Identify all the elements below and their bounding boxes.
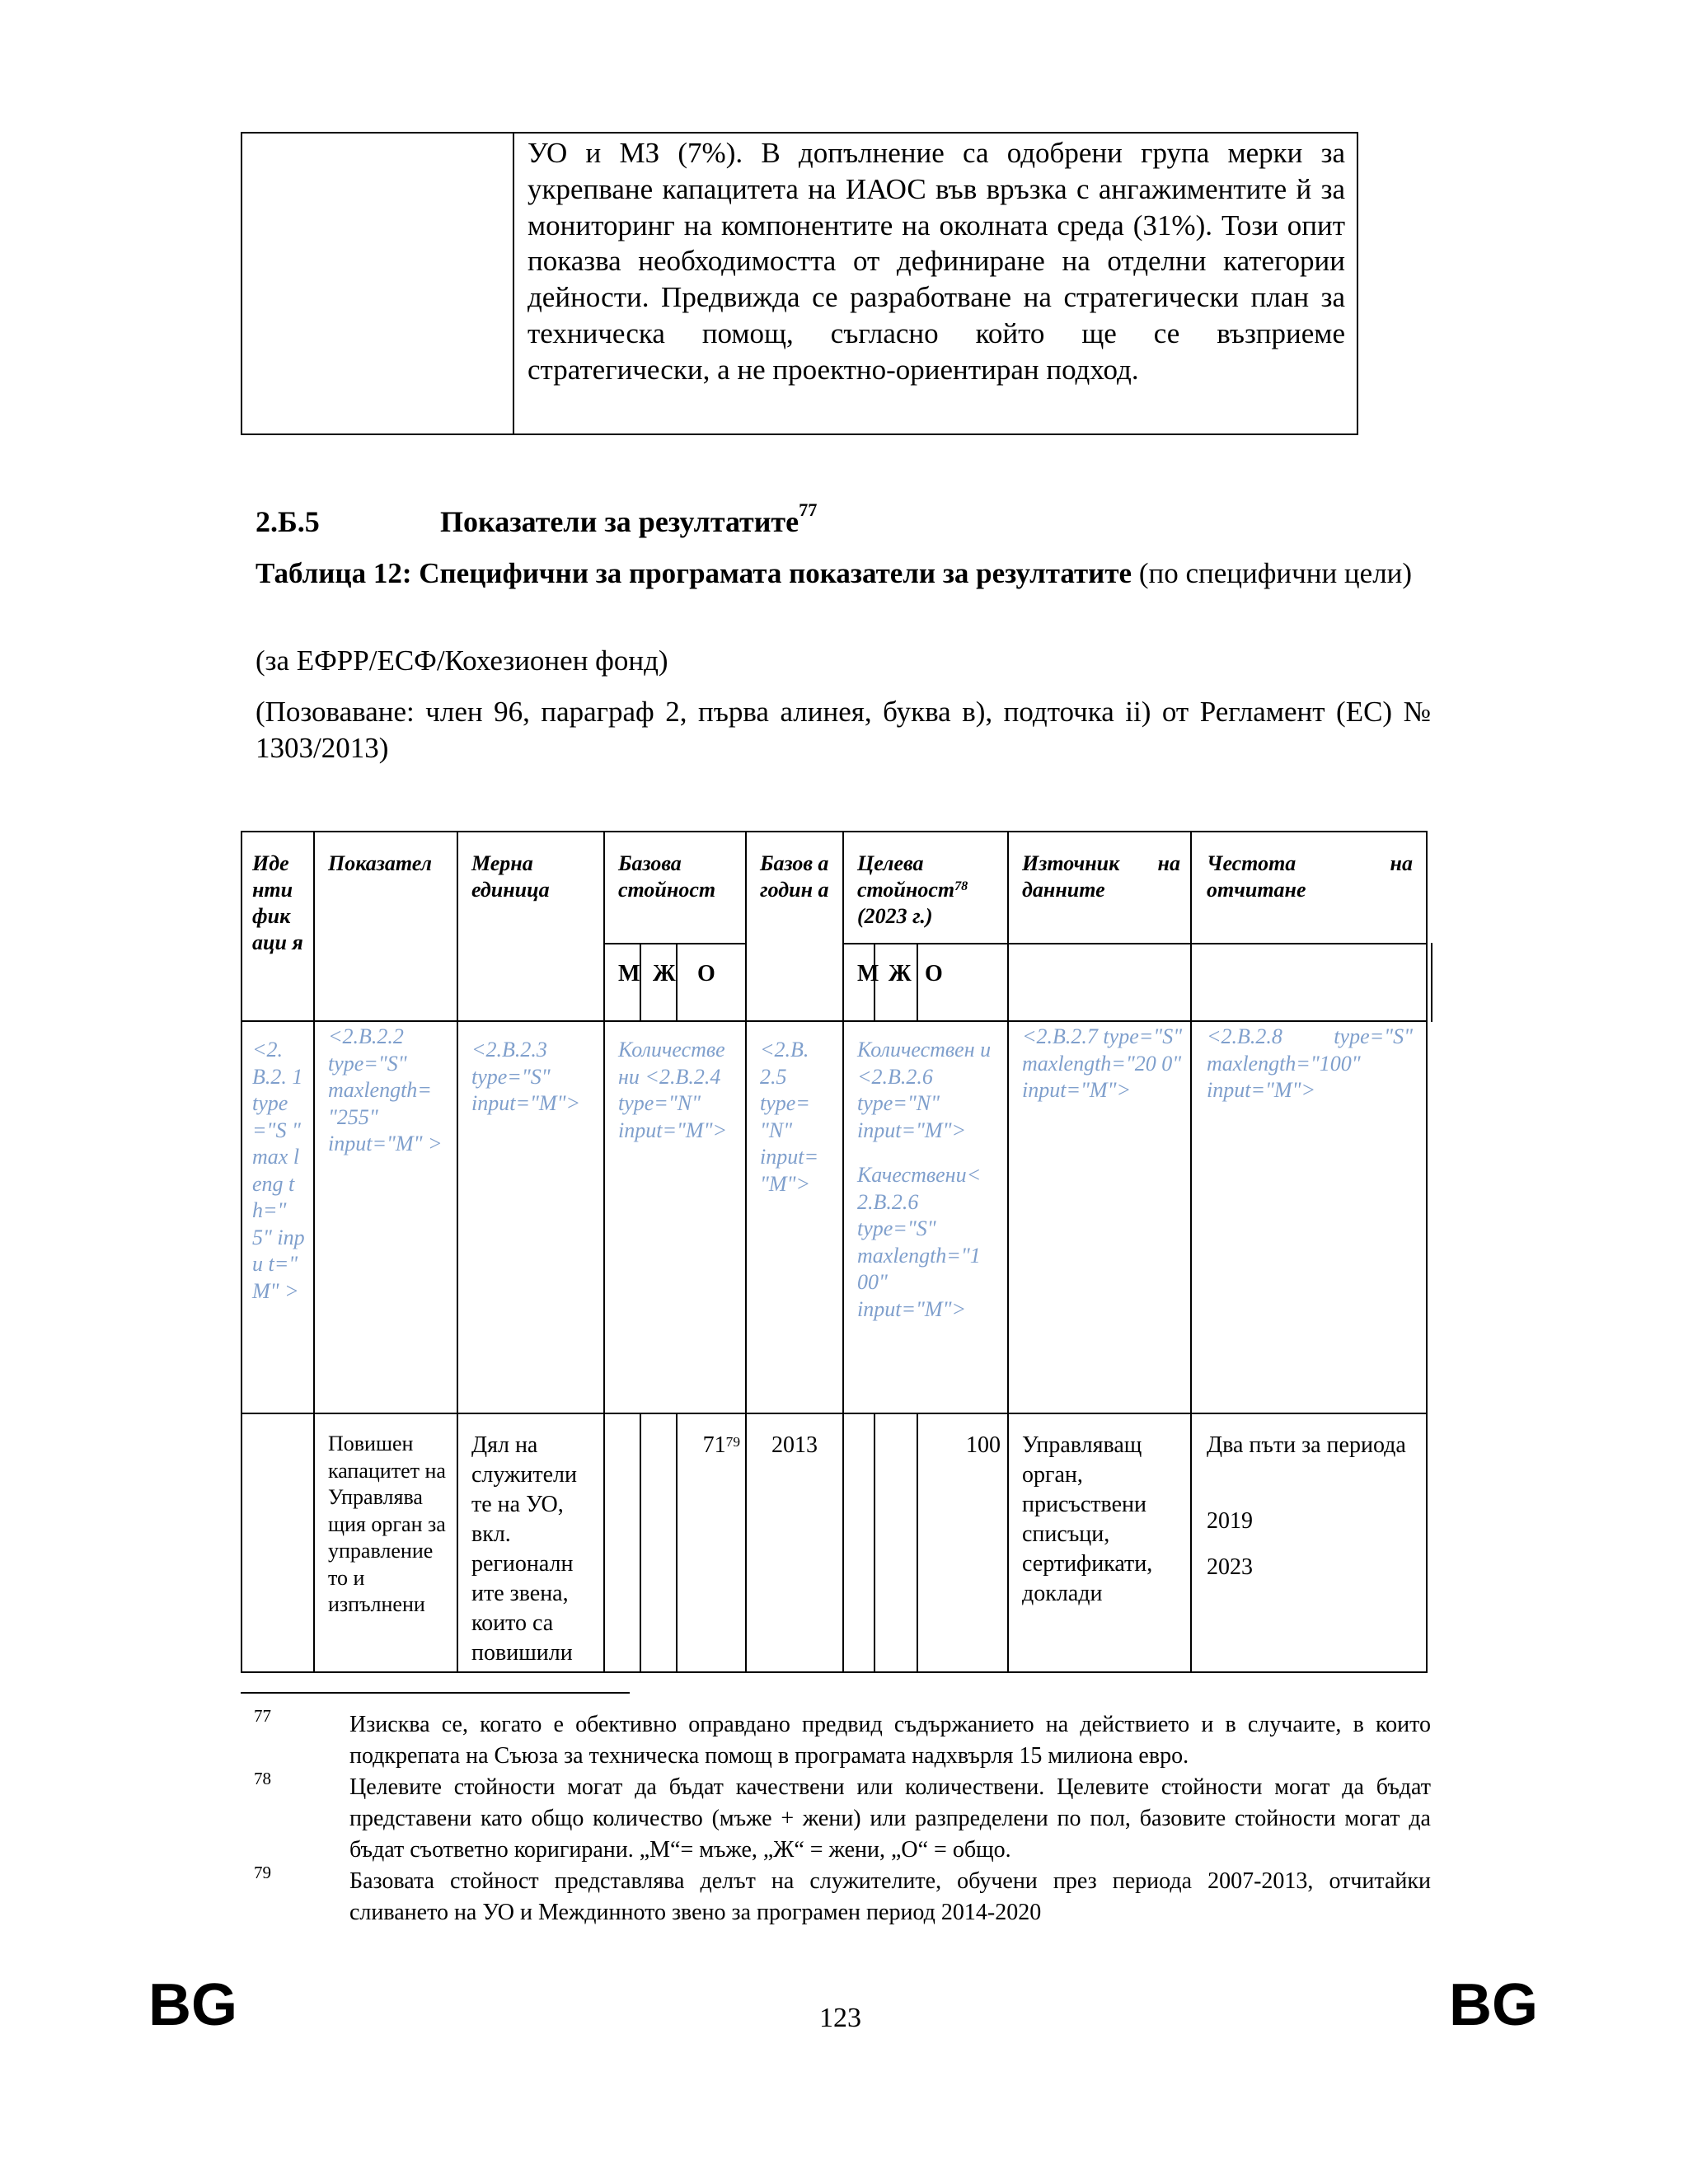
funds-note: (за ЕФРР/ЕСФ/Кохезионен фонд): [256, 644, 668, 677]
continuation-table: [241, 132, 1358, 435]
column-divider: [513, 134, 514, 434]
footnote-separator: [241, 1692, 630, 1694]
footnote-78-number: 78: [254, 1769, 271, 1788]
header-frequency: [1207, 851, 1413, 903]
footnote-79-number: 79: [254, 1863, 271, 1882]
target-zh-header: Ж: [889, 961, 912, 987]
row-source: Управляващ орган, присъствени списъци, сертификати, доклади: [1022, 1432, 1153, 1606]
table-caption: [256, 555, 1431, 592]
placeholder-id: <2. B.2. 1 type ="S " max leng th=" 5" inpu t=" M" >: [252, 1038, 305, 1303]
row-frequency-year-2023: 2023: [1207, 1554, 1253, 1580]
language-mark-left: BG: [148, 1972, 237, 2038]
target-o-header: О: [925, 961, 943, 987]
row-indicator: Повишен капацитет на Управлява щия орган за управление то и изпълнени: [328, 1432, 446, 1616]
footnote-78-text: Целевите стойности могат да бъдат качествени или количествени. Целевите стойности могат да бъдат представени като общо количество (мъже + жени) или разпределени по пол, базовите стойности могат да бъдат съответно коригирани. „М“= мъже, „Ж“ = жени, „О“ = общо.: [349, 1774, 1431, 1863]
header-target: [857, 851, 997, 930]
placeholder-frequency: <2.B.2.8 type="S" maxlength="100" input="M">: [1207, 1024, 1413, 1102]
section-title: [440, 499, 818, 539]
placeholder-target-qualitative: Качествени< 2.B.2.6 type="S" maxlength="1 00" input="M">: [857, 1163, 982, 1321]
footnote-ref-79: 79: [725, 1434, 740, 1450]
row-target-total: 100: [966, 1432, 1001, 1458]
footnote-ref-78: 78: [954, 879, 968, 893]
footnote-77-number: 77: [254, 1706, 271, 1726]
row-baseline-value: 71: [702, 1432, 726, 1458]
row-frequency: Два пъти за периода: [1207, 1432, 1406, 1458]
row-frequency-year-2019: 2019: [1207, 1508, 1253, 1534]
placeholder-unit: <2.B.2.3 type="S" input="M">: [471, 1038, 581, 1115]
baseline-m-header: М: [618, 961, 640, 987]
header-unit: Мерна единица: [471, 851, 550, 902]
table-caption-normal: (по специфични цели): [1132, 557, 1413, 589]
row-base-year: 2013: [771, 1432, 818, 1458]
placeholder-target-quantitative: Количествен и <2.B.2.6 type="N" input="M">: [857, 1038, 992, 1142]
header-target-year: (2023 г.): [857, 904, 933, 928]
footnote-77-text: Изисква се, когато е обективно оправдано предвид съдържанието на действието и в случаите, в които подкрепата на Съюза за техническа помощ в програмата надхвърля 15 милиона евро.: [349, 1712, 1431, 1769]
placeholder-source: <2.B.2.7 type="S" maxlength="20 0" input="M">: [1022, 1024, 1183, 1102]
footnote-79-text: Базовата стойност представлява делът на служителите, обучени през периода 2007-2013, отчитайки сливането на УО и Междинното звено за програмен период 2014-2020: [349, 1868, 1431, 1925]
table-caption-bold: Таблица 12: Специфични за програмата показатели за резултатите: [256, 557, 1132, 589]
section-title-text: Показатели за резултатите: [440, 505, 799, 538]
continuation-text: УО и МЗ (7%). В допълнение са одобрени група мерки за укрепване капацитета на ИАОС във връзка с ангажиментите й за мониторинг на компонентите на околната среда (31%). Този опит показва необходимостта от дефиниране на отделни категории дейности. Предвижда се разработване на стратегически план за техническа помощ, съгласно който ще се възприеме стратегически, а не проектно-ориентиран подход.: [528, 137, 1345, 386]
placeholder-indicator: <2.B.2.2 type="S" maxlength= "255" input="M" >: [328, 1024, 443, 1155]
header-target-text: Целева стойност: [857, 851, 955, 902]
language-mark-right: BG: [1449, 1972, 1538, 2038]
regulation-reference: (Позоваване: член 96, параграф 2, първа алинея, буква в), подточка ii) от Регламент (ЕС) № 1303/2013): [256, 696, 1431, 764]
header-indicator: Показател: [328, 851, 433, 875]
header-frequency-text: Честота на отчитане: [1207, 851, 1413, 902]
header-source: Източник на данните: [1022, 851, 1180, 902]
placeholder-base-year: <2.B. 2.5 type= "N" input= "M">: [760, 1038, 818, 1196]
row-unit: Дял на служители те на УО, вкл. регионалн ите звена, които са повишили: [471, 1432, 577, 1666]
header-base-year: Базов а годин а: [760, 851, 829, 902]
baseline-o-header: О: [697, 961, 715, 987]
section-number: 2.Б.5: [256, 505, 320, 538]
footnote-ref-77: 77: [799, 499, 818, 520]
target-m-header: М: [857, 961, 879, 987]
header-id: Иде нти фик аци я: [252, 851, 303, 954]
baseline-zh-header: Ж: [653, 961, 676, 987]
placeholder-baseline: Количестве ни <2.B.2.4 type="N" input="M">: [618, 1038, 728, 1142]
row-baseline-total: [684, 1431, 740, 1460]
result-indicators-table: [241, 831, 1428, 1673]
header-baseline: Базова стойност: [618, 851, 716, 902]
page-number: 123: [819, 2003, 861, 2033]
